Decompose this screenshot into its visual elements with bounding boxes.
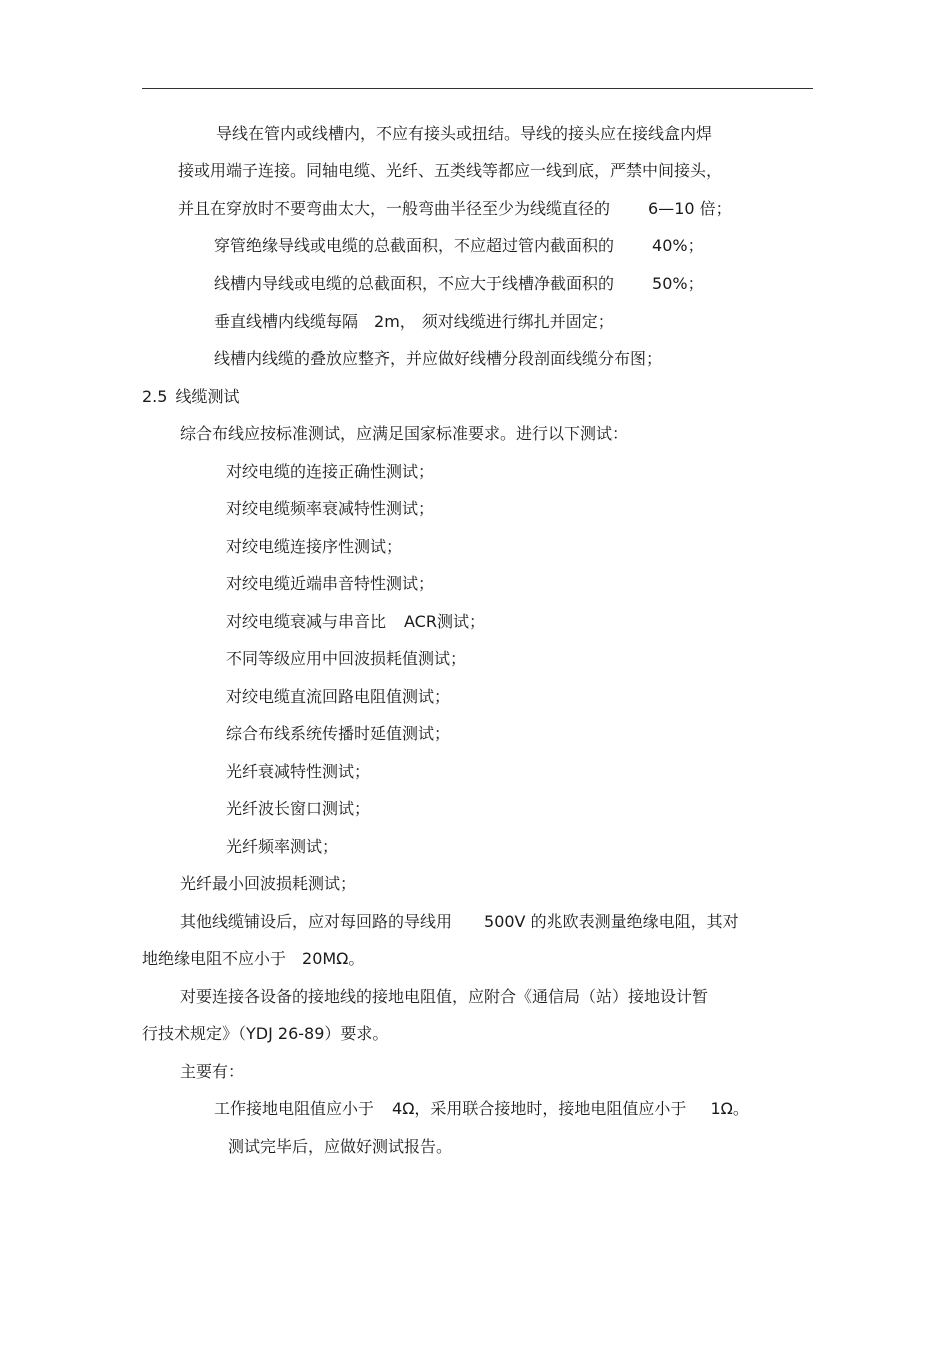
header-rule bbox=[142, 88, 813, 89]
test-item: 对绞电缆频率衰减特性测试； bbox=[226, 499, 435, 518]
work-grounding-text: 工作接地电阻值应小于 bbox=[214, 1099, 375, 1118]
insulation-text2: 500V 的兆欧表测量绝缘电阻，其对 bbox=[484, 912, 739, 931]
insulation-text: 其他线缆铺设后，应对每回路的导线用 bbox=[180, 912, 453, 931]
rule-trunking-text: 线槽内导线或电缆的总截面积，不应大于线槽净截面积的 bbox=[214, 274, 615, 293]
rule-trunking bbox=[214, 274, 704, 294]
test-item: 对绞电缆连接序性测试； bbox=[226, 537, 403, 556]
test-item: 不同等级应用中回波损耗值测试； bbox=[226, 649, 467, 668]
section-number: 2.5 bbox=[142, 387, 168, 406]
tests-intro: 综合布线应按标准测试，应满足国家标准要求。进行以下测试： bbox=[180, 424, 629, 443]
rule-vertical bbox=[214, 312, 614, 332]
rule-conduit bbox=[214, 236, 704, 256]
work-grounding-text2: 4Ω，采用联合接地时，接地电阻值应小于 bbox=[392, 1099, 687, 1118]
insulation-line1 bbox=[180, 912, 739, 932]
test-item: 光纤最小回波损耗测试； bbox=[180, 874, 357, 893]
test-item-acr: ACR测试； bbox=[404, 612, 485, 631]
test-item: 对绞电缆直流回路电阻值测试； bbox=[226, 687, 451, 706]
work-grounding bbox=[214, 1099, 749, 1119]
test-item bbox=[226, 612, 485, 632]
grounding-line2: 行技术规定》（YDJ 26-89）要求。 bbox=[142, 1024, 389, 1043]
insulation-text3: 地绝缘电阻不应小于 bbox=[142, 949, 287, 968]
bend-radius-value: 6—10 倍； bbox=[648, 199, 732, 218]
test-item-text: 对绞电缆衰减与串音比 bbox=[226, 612, 387, 631]
rule-vertical-text: 垂直线槽内线缆每隔 bbox=[214, 312, 359, 331]
rule-stacking: 线槽内线缆的叠放应整齐，并应做好线槽分段剖面线缆分布图； bbox=[214, 349, 663, 368]
test-item: 对绞电缆近端串音特性测试； bbox=[226, 574, 435, 593]
work-grounding-value: 1Ω。 bbox=[710, 1099, 749, 1118]
test-item: 对绞电缆的连接正确性测试； bbox=[226, 462, 435, 481]
test-item: 光纤波长窗口测试； bbox=[226, 799, 371, 818]
section-heading bbox=[142, 387, 239, 407]
rule-trunking-value: 50%； bbox=[652, 274, 704, 293]
para1-line2: 接或用端子连接。同轴电缆、光纤、五类线等都应一线到底，严禁中间接头， bbox=[178, 161, 723, 180]
test-item: 光纤衰减特性测试； bbox=[226, 762, 371, 781]
grounding-line1: 对要连接各设备的接地线的接地电阻值，应附合《通信局（站）接地设计暂 bbox=[180, 987, 709, 1006]
rule-conduit-value: 40%； bbox=[652, 236, 704, 255]
para1-line3 bbox=[178, 199, 732, 219]
insulation-value: 20MΩ。 bbox=[302, 949, 365, 968]
insulation-line2 bbox=[142, 949, 364, 969]
main-label: 主要有： bbox=[180, 1062, 245, 1081]
test-item: 光纤频率测试； bbox=[226, 837, 339, 856]
rule-conduit-text: 穿管绝缘导线或电缆的总截面积，不应超过管内截面积的 bbox=[214, 236, 615, 255]
para1-line3-text: 并且在穿放时不要弯曲太大，一般弯曲半径至少为线缆直径的 bbox=[178, 199, 611, 218]
section-title: 线缆测试 bbox=[175, 387, 240, 406]
test-item: 综合布线系统传播时延值测试； bbox=[226, 724, 451, 743]
para1-line1: 导线在管内或线槽内，不应有接头或扭结。导线的接头应在接线盒内焊 bbox=[216, 124, 713, 143]
final-note: 测试完毕后，应做好测试报告。 bbox=[228, 1137, 453, 1156]
rule-vertical-value: 2m， bbox=[374, 312, 416, 331]
rule-vertical-text2: 须对线缆进行绑扎并固定； bbox=[421, 312, 614, 331]
